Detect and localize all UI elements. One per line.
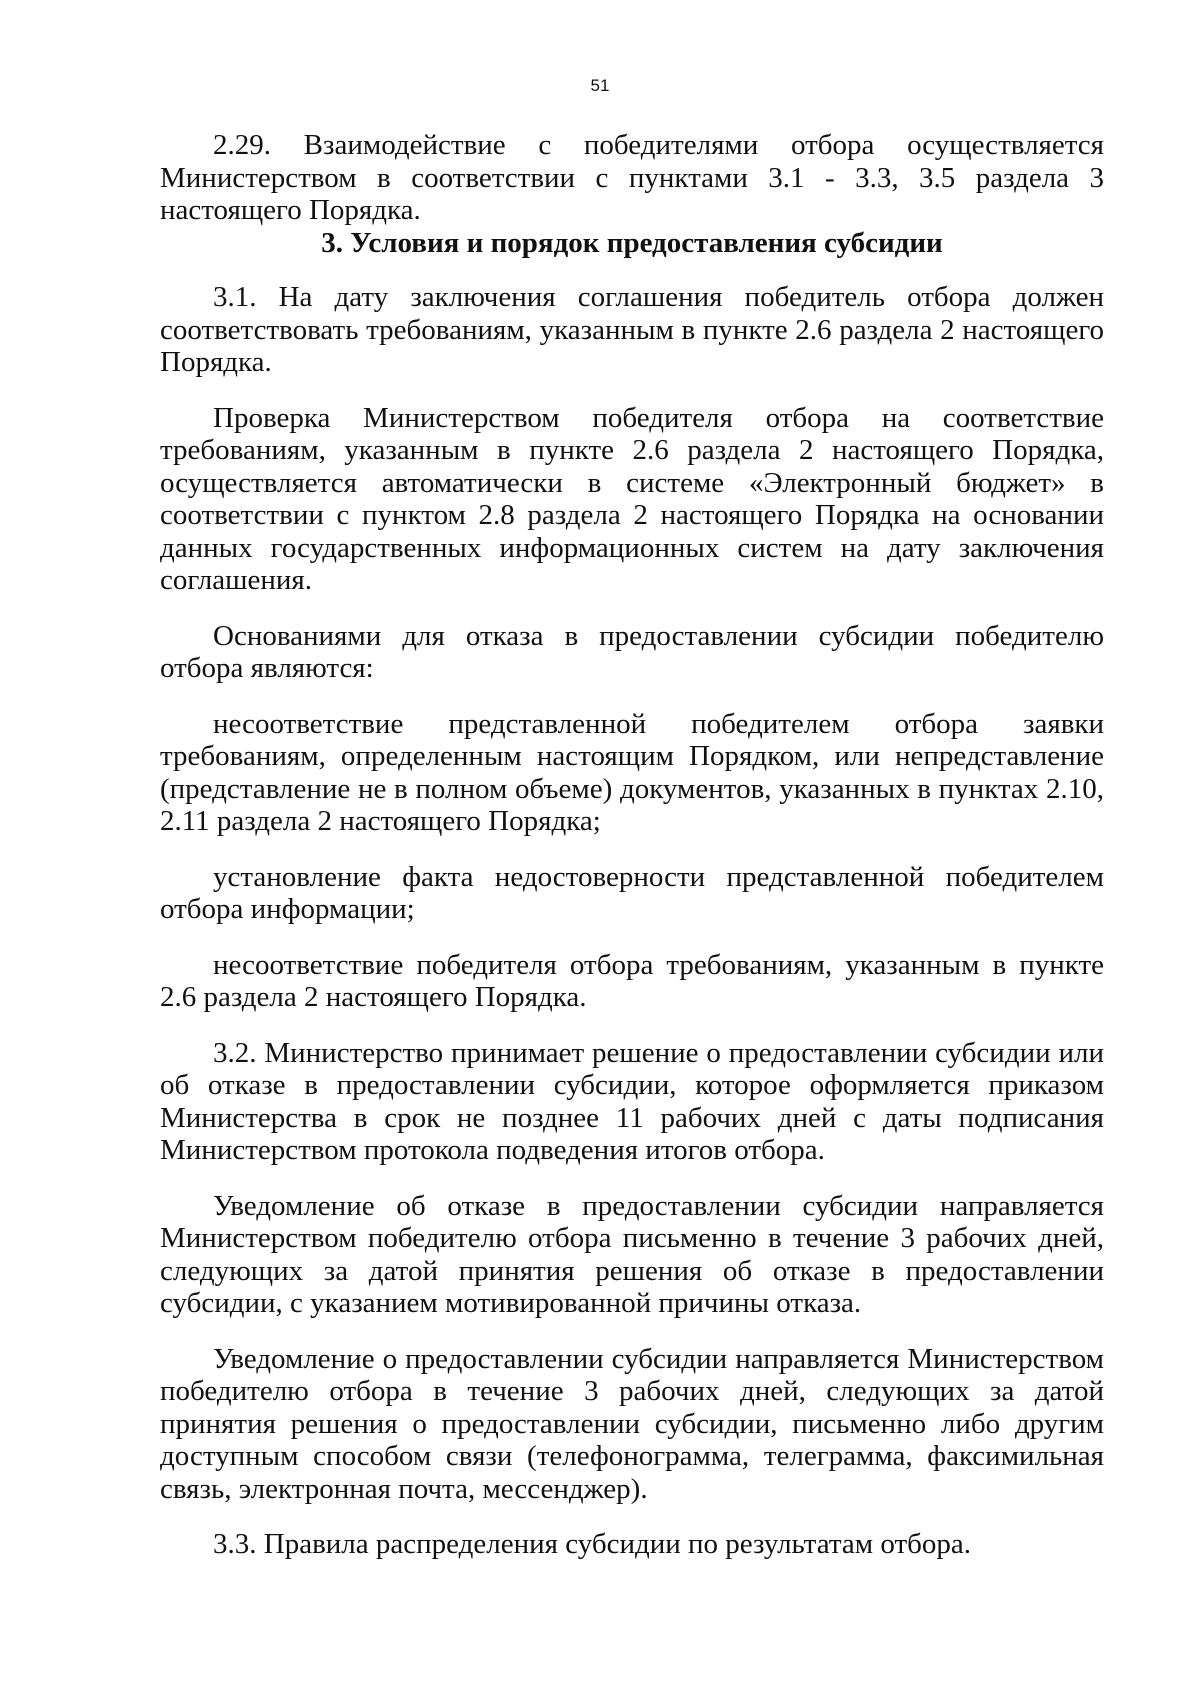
section-heading: 3. Условия и порядок предоставления субсидии [321,226,943,259]
list-item-nonconformity-application: несоответствие представленной победителем отбора заявки требованиям, определенным настоящим Порядком, или непредставление (представление не в полном объеме) документов, указанных в пунктах 2.10, 2.11 раздела 2 настоящего Порядка; [160,707,1104,837]
paragraph-refusal-grounds: Основаниями для отказа в предоставлении субсидии победителю отбора являются: [160,619,1104,684]
paragraph-refusal-notice: Уведомление об отказе в предоставлении субсидии направляется Министерством победителю отбора письменно в течение 3 рабочих дней, следующих за датой принятия решения об отказе в предоставлении субсидии, с указанием мотивированной причины отказа. [160,1189,1104,1319]
paragraph-2-29: 2.29. Взаимодействие с победителями отбора осуществляется Министерством в соответствии с пунктами 3.1 - 3.3, 3.5 раздела 3 настоящего Порядка. [160,129,1104,226]
page-number: 51 [590,76,610,95]
paragraph-3-1: 3.1. На дату заключения соглашения победитель отбора должен соответствовать требованиям, указанным в пункте 2.6 раздела 2 настоящего Порядка. [160,281,1104,378]
paragraph-3-3: 3.3. Правила распределения субсидии по результатам отбора. [213,1528,971,1560]
list-item-nonconformity-winner: несоответствие победителя отбора требованиям, указанным в пункте 2.6 раздела 2 настоящего Порядка. [160,948,1104,1013]
paragraph-verification: Проверка Министерством победителя отбора на соответствие требованиям, указанным в пункте 2.6 раздела 2 настоящего Порядка, осуществляется автоматически в системе «Электронный бюджет» в соответствии с пунктом 2.8 раздела 2 настоящего Порядка на основании данных государственных информационных систем на дату заключения соглашения. [160,401,1104,596]
list-item-false-information: установление факта недостоверности представленной победителем отбора информации; [160,860,1104,925]
paragraph-grant-notice: Уведомление о предоставлении субсидии направляется Министерством победителю отбора в течение 3 рабочих дней, следующих за датой принятия решения о предоставлении субсидии, письменно либо другим доступным способом связи (телефонограмма, телеграмма, факсимильная связь, электронная почта, мессенджер). [160,1342,1104,1505]
document-body [160,129,1104,1561]
paragraph-3-2: 3.2. Министерство принимает решение о предоставлении субсидии или об отказе в предоставлении субсидии, которое оформляется приказом Министерства в срок не позднее 11 рабочих дней с даты подписания Министерством протокола подведения итогов отбора. [160,1036,1104,1166]
